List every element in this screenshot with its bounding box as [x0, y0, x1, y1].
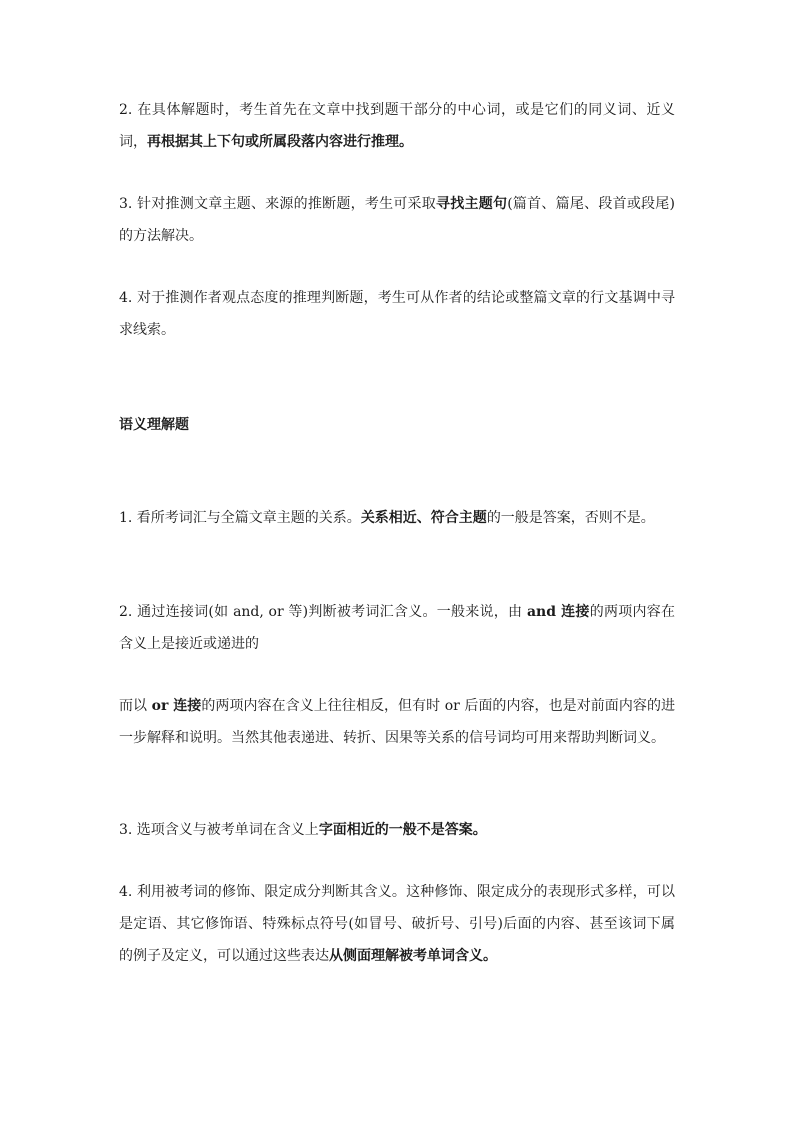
- emphasis-text: 再根据其上下句或所属段落内容进行推理。: [147, 134, 413, 150]
- emphasis-text: 字面相近的一般不是答案。: [318, 822, 487, 838]
- paragraph-semantic-1: [119, 502, 675, 534]
- paragraph-text: 的两项内容在含义上是接近或递进的: [119, 604, 675, 652]
- section-heading: 语义理解题: [119, 417, 189, 433]
- paragraph-semantic-2: [119, 596, 675, 660]
- paragraph-text: 2. 在具体解题时，考生首先在文章中找到题干部分的中心词，或是它们的同义词、近义词，: [119, 102, 675, 150]
- emphasis-text: 从侧面理解被考单词含义。: [329, 948, 497, 964]
- paragraph-text: (篇首、篇尾、段首或段尾)的方法解决。: [119, 196, 675, 244]
- paragraph-inference-2: [119, 94, 675, 158]
- paragraph-text: 的两项内容在含义上往往相反，但有时 or 后面的内容，也是对前面内容的进一步解释和说明。当然其他表递进、转折、因果等关系的信号词均可用来帮助判断词义。: [119, 698, 676, 746]
- paragraph-inference-3: [119, 188, 675, 252]
- paragraph-text: 3. 选项含义与被考单词在含义上: [119, 822, 319, 838]
- paragraph-text: 1. 看所考词汇与全篇文章主题的关系。: [119, 510, 361, 526]
- paragraph-text: 3. 针对推测文章主题、来源的推断题，考生可采取: [119, 196, 437, 212]
- emphasis-text: 寻找主题句: [436, 196, 508, 212]
- paragraph-text: 而以: [119, 698, 152, 714]
- paragraph-text: 4. 利用被考词的修饰、限定成分判断其含义。这种修饰、限定成分的表现形式多样，可以是定语、其它修饰语、特殊标点符号(如冒号、破折号、引号)后面的内容、甚至该词下属的例子及定义，可以通过这些表达: [119, 884, 675, 964]
- paragraph-text: 2. 通过连接词(如 and, or 等)判断被考词汇含义。一般来说，由: [119, 604, 527, 620]
- emphasis-text: and 连接: [526, 604, 590, 620]
- emphasis-text: or 连接: [151, 698, 202, 714]
- paragraph-inference-4: 4. 对于推测作者观点态度的推理判断题，考生可从作者的结论或整篇文章的行文基调中寻求线索。: [119, 290, 675, 338]
- paragraph-text: 的一般是答案，否则不是。: [486, 510, 655, 526]
- paragraph-semantic-3: [119, 814, 675, 846]
- paragraph-semantic-2-continued: [119, 690, 675, 754]
- paragraph-semantic-4: [119, 876, 675, 972]
- emphasis-text: 关系相近、符合主题: [360, 510, 487, 526]
